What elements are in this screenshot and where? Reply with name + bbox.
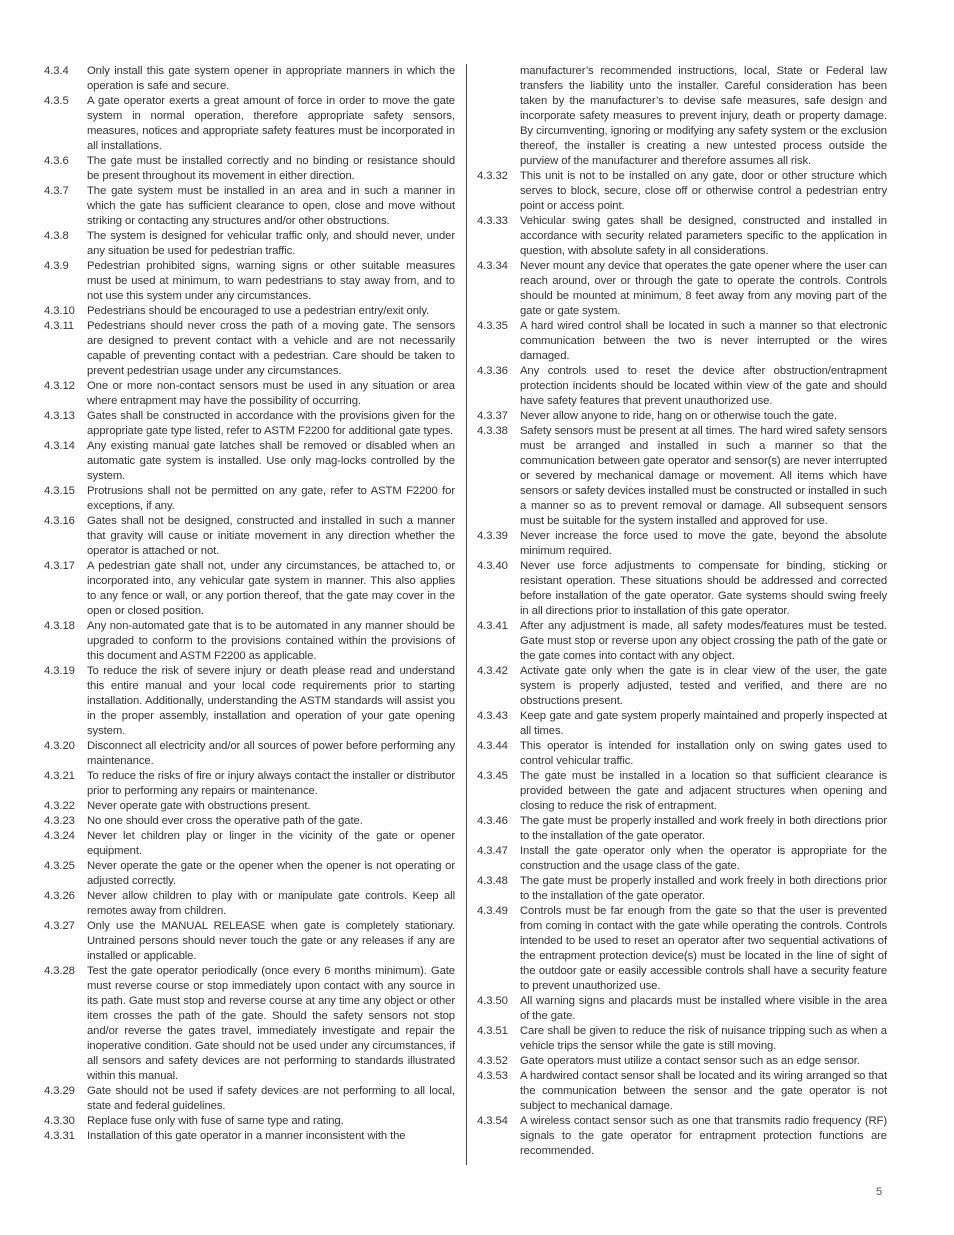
list-item (477, 844, 887, 874)
item-number: 4.3.38 (477, 425, 508, 437)
item-text: Never allow anyone to ride, hang on or otherwise touch the gate. (520, 410, 838, 422)
item-text: No one should ever cross the operative path of the gate. (87, 815, 363, 827)
item-number: 4.3.30 (44, 1115, 75, 1127)
item-text: Installation of this gate operator in a manner inconsistent with the (87, 1130, 406, 1142)
item-text: A gate operator exerts a great amount of force in order to move the gate system in normal operation, therefore appropriate safety sensors, measures, notices and appropriate safety features must be incorporated in all installations. (87, 95, 455, 152)
list-item (44, 964, 455, 1084)
item-number: 4.3.41 (477, 620, 508, 632)
continued-paragraph (477, 64, 887, 169)
item-text: This unit is not to be installed on any gate, door or other structure which serves to block, secure, close off or otherwise control a pedestrian entry point or access point. (520, 170, 887, 212)
list-item (477, 1054, 887, 1069)
item-number: 4.3.17 (44, 560, 75, 572)
item-text: A pedestrian gate shall not, under any circumstances, be attached to, or incorporated into, any vehicular gate system in manner. This also applies to any fence or wall, or any portion thereof, that the gate may cover in the open or closed position. (87, 560, 455, 617)
item-text: Care shall be given to reduce the risk of nuisance tripping such as when a vehicle trips the sensor while the gate is still moving. (520, 1025, 887, 1052)
item-number: 4.3.36 (477, 365, 508, 377)
item-number: 4.3.50 (477, 995, 508, 1007)
item-text: Pedestrians should never cross the path of a moving gate. The sensors are designed to prevent contact with a vehicle and are not necessarily capable of preventing contact with a pedestrian. Care should be taken to prevent pedestrian usage under any circumstances. (87, 320, 455, 377)
item-number: 4.3.12 (44, 380, 75, 392)
item-number: 4.3.25 (44, 860, 75, 872)
item-number: 4.3.13 (44, 410, 75, 422)
list-item (477, 409, 887, 424)
list-item (477, 1114, 887, 1159)
item-number: 4.3.39 (477, 530, 508, 542)
list-item (44, 769, 455, 799)
list-item (44, 184, 455, 229)
list-item (477, 1069, 887, 1114)
item-text: Gate should not be used if safety devices are not performing to all local, state and federal guidelines. (87, 1085, 455, 1112)
list-item (44, 514, 455, 559)
item-number: 4.3.37 (477, 410, 508, 422)
item-number: 4.3.5 (44, 95, 69, 107)
item-text: Never increase the force used to move the gate, beyond the absolute minimum required. (520, 530, 887, 557)
list-item (44, 439, 455, 484)
item-number: 4.3.20 (44, 740, 75, 752)
item-number: 4.3.52 (477, 1055, 508, 1067)
item-number: 4.3.4 (44, 65, 69, 77)
item-text: Vehicular swing gates shall be designed, constructed and installed in accordance with security related parameters specific to the application in question, with absolute safety in all considerations. (520, 215, 887, 257)
item-number: 4.3.33 (477, 215, 508, 227)
item-number: 4.3.34 (477, 260, 508, 272)
item-text: Never use force adjustments to compensate for binding, sticking or resistant operation. These situations should be addressed and corrected before installation of the gate operator. Gate systems should swing freely in all directions prior to installation of this gate operator. (520, 560, 887, 617)
list-item (477, 529, 887, 559)
item-number: 4.3.23 (44, 815, 75, 827)
item-text: Never let children play or linger in the vicinity of the gate or opener equipment. (87, 830, 455, 857)
item-number: 4.3.53 (477, 1070, 508, 1082)
item-text: Safety sensors must be present at all times. The hard wired safety sensors must be arranged and installed in such a manner so that the communication between gate operator and sensor(s) are never interrupted or severed by mechanical damage or movement. All items which have sensors or safety devices installed must be constructed or installed in such a manner so as to prevent removal or damage. All subsequent sensors must be suitable for the system installed and approved for use. (520, 425, 887, 527)
item-text: The gate system must be installed in an area and in such a manner in which the gate has sufficient clearance to open, close and move without striking or contacting any structures and/or other obstructions. (87, 185, 455, 227)
list-item (44, 484, 455, 514)
item-number: 4.3.10 (44, 305, 75, 317)
list-item (477, 259, 887, 319)
item-number: 4.3.44 (477, 740, 508, 752)
list-item (477, 169, 887, 214)
item-text: Pedestrian prohibited signs, warning signs or other suitable measures must be used at minimum, to warn pedestrians to stay away from, and to not use this system under any circumstances. (87, 260, 455, 302)
list-item (44, 409, 455, 439)
item-number: 4.3.27 (44, 920, 75, 932)
list-item (477, 994, 887, 1024)
item-number: 4.3.19 (44, 665, 75, 677)
item-text: Controls must be far enough from the gate so that the user is prevented from coming in contact with the gate while operating the controls. Controls intended to be used to reset an operator after two sequential activations of the entrapment protection device(s) must be located in the line of sight of the outdoor gate or easily accessible controls shall have a security feature to prevent unauthorized use. (520, 905, 887, 992)
item-text: After any adjustment is made, all safety modes/features must be tested. Gate must stop or reverse upon any object crossing the path of the gate or the gate comes into contact with any object. (520, 620, 887, 662)
item-number: 4.3.14 (44, 440, 75, 452)
item-text: Never operate the gate or the opener when the opener is not operating or adjusted correctly. (87, 860, 455, 887)
list-item (477, 874, 887, 904)
list-item (477, 319, 887, 364)
list-item (477, 709, 887, 739)
list-item (477, 904, 887, 994)
list-item (477, 664, 887, 709)
list-item (477, 739, 887, 769)
list-item (44, 889, 455, 919)
item-text: To reduce the risk of severe injury or death please read and understand this entire manual and your local code requirements prior to starting installation. Additionally, understanding the ASTM standards will assist you in the proper assembly, installation and operation of your gate opening system. (87, 665, 455, 737)
list-item (44, 814, 455, 829)
item-text: Disconnect all electricity and/or all sources of power before performing any maintenance. (87, 740, 455, 767)
list-item (44, 1129, 455, 1144)
item-number: 4.3.47 (477, 845, 508, 857)
item-number: 4.3.42 (477, 665, 508, 677)
list-item (44, 319, 455, 379)
item-text: Never mount any device that operates the gate opener where the user can reach around, over or through the gate to operate the controls. Controls should be mounted at minimum, 8 feet away from any moving part of the gate or gate system. (520, 260, 887, 317)
continued-text: manufacturer’s recommended instructions, local, State or Federal law transfers the liability unto the installer. Careful consideration has been taken by the manufacturer’s to devise safe measures, safe design and incorporate safety measures to prevent injury, death or property damage. By circumventing, ignoring or modifying any safety system or the exclusion thereof, the installer is creating a new untested process outside the purview of the manufacturer and therefore assumes all risk. (520, 65, 887, 167)
item-number: 4.3.22 (44, 800, 75, 812)
list-item (477, 619, 887, 664)
item-text: To reduce the risks of fire or injury always contact the installer or distributor prior to performing any repairs or maintenance. (87, 770, 455, 797)
item-text: Only use the MANUAL RELEASE when gate is completely stationary. Untrained persons should never touch the gate or any releases if any are installed or applicable. (87, 920, 455, 962)
list-item (44, 379, 455, 409)
item-number: 4.3.45 (477, 770, 508, 782)
list-item (44, 259, 455, 304)
item-text: Gate operators must utilize a contact sensor such as an edge sensor. (520, 1055, 860, 1067)
item-text: A wireless contact sensor such as one that transmits radio frequency (RF) signals to the gate operator for entrapment protection functions are recommended. (520, 1115, 887, 1157)
item-number: 4.3.48 (477, 875, 508, 887)
item-number: 4.3.31 (44, 1130, 75, 1142)
item-text: Test the gate operator periodically (once every 6 months minimum). Gate must reverse course or stop immediately upon contact with any source in its path. Gate must stop and reverse course at any time any object or other item crosses the path of the gate. Should the safety sensors not stop and/or reverse the gates travel, immediately investigate and repair the inoperative condition. Gate should not be used under any circumstances, if all sensors and safety devices are not performing to standards illustrated within this manual. (87, 965, 455, 1082)
right-column (477, 64, 887, 1159)
item-number: 4.3.24 (44, 830, 75, 842)
item-text: All warning signs and placards must be installed where visible in the area of the gate. (520, 995, 887, 1022)
item-number: 4.3.7 (44, 185, 69, 197)
list-item (477, 214, 887, 259)
item-number: 4.3.6 (44, 155, 69, 167)
list-item (477, 814, 887, 844)
item-text: Replace fuse only with fuse of same type and rating. (87, 1115, 344, 1127)
item-text: Any existing manual gate latches shall be removed or disabled when an automatic gate system is installed. Use only mag-locks controlled by the system. (87, 440, 455, 482)
item-text: Gates shall be constructed in accordance with the provisions given for the appropriate gate type listed, refer to ASTM F2200 for additional gate types. (87, 410, 455, 437)
list-item (44, 619, 455, 664)
item-number: 4.3.46 (477, 815, 508, 827)
list-item (44, 799, 455, 814)
column-divider (466, 64, 467, 1165)
item-text: A hardwired contact sensor shall be located and its wiring arranged so that the communication between the sensor and the gate operator is not subject to mechanical damage. (520, 1070, 887, 1112)
list-item (44, 664, 455, 739)
item-number: 4.3.43 (477, 710, 508, 722)
item-number: 4.3.40 (477, 560, 508, 572)
item-text: Never operate gate with obstructions present. (87, 800, 311, 812)
item-number: 4.3.54 (477, 1115, 508, 1127)
list-item (477, 559, 887, 619)
item-number: 4.3.29 (44, 1085, 75, 1097)
item-number: 4.3.32 (477, 170, 508, 182)
item-number: 4.3.15 (44, 485, 75, 497)
item-number: 4.3.49 (477, 905, 508, 917)
item-text: The system is designed for vehicular traffic only, and should never, under any situation be used for pedestrian traffic. (87, 230, 455, 257)
list-item (44, 154, 455, 184)
item-text: Never allow children to play with or manipulate gate controls. Keep all remotes away from children. (87, 890, 455, 917)
list-item (44, 739, 455, 769)
item-number: 4.3.26 (44, 890, 75, 902)
list-item (44, 859, 455, 889)
item-number: 4.3.21 (44, 770, 75, 782)
list-item (44, 559, 455, 619)
item-text: The gate must be installed correctly and no binding or resistance should be present throughout its movement in either direction. (87, 155, 455, 182)
item-number: 4.3.18 (44, 620, 75, 632)
item-text: Only install this gate system opener in appropriate manners in which the operation is safe and secure. (87, 65, 455, 92)
left-column (44, 64, 455, 1144)
item-number: 4.3.16 (44, 515, 75, 527)
item-text: Activate gate only when the gate is in clear view of the user, the gate system is properly adjusted, tested and verified, and there are no obstructions present. (520, 665, 887, 707)
list-item (44, 1114, 455, 1129)
list-item (477, 769, 887, 814)
list-item (44, 229, 455, 259)
item-text: One or more non-contact sensors must be used in any situation or area where entrapment may have the possibility of occurring. (87, 380, 455, 407)
page-number: 5 (876, 1186, 883, 1198)
item-number: 4.3.28 (44, 965, 75, 977)
list-item (44, 1084, 455, 1114)
item-text: Any non-automated gate that is to be automated in any manner should be upgraded to conform to the provisions contained within the provisions of this document and ASTM F2200 as applicable. (87, 620, 455, 662)
list-item (477, 424, 887, 529)
item-number: 4.3.9 (44, 260, 69, 272)
list-item (44, 94, 455, 154)
item-text: The gate must be properly installed and work freely in both directions prior to the installation of the gate operator. (520, 875, 887, 902)
item-text: Any controls used to reset the device after obstruction/entrapment protection incidents should be located within view of the gate and should have safety features that prevent unauthorized use. (520, 365, 887, 407)
item-text: A hard wired control shall be located in such a manner so that electronic communication between the two is never interrupted or the wires damaged. (520, 320, 887, 362)
item-text: This operator is intended for installation only on swing gates used to control vehicular traffic. (520, 740, 887, 767)
item-number: 4.3.11 (44, 320, 74, 332)
list-item (477, 1024, 887, 1054)
list-item (44, 829, 455, 859)
item-number: 4.3.35 (477, 320, 508, 332)
item-text: The gate must be installed in a location so that sufficient clearance is provided between the gate and adjacent structures when opening and closing to reduce the risk of entrapment. (520, 770, 887, 812)
item-text: Pedestrians should be encouraged to use a pedestrian entry/exit only. (87, 305, 430, 317)
item-number: 4.3.51 (477, 1025, 508, 1037)
item-text: Gates shall not be designed, constructed and installed in such a manner that gravity will cause or initiate movement in any direction whether the operator is attached or not. (87, 515, 455, 557)
item-text: Keep gate and gate system properly maintained and properly inspected at all times. (520, 710, 887, 737)
list-item (477, 364, 887, 409)
list-item (44, 919, 455, 964)
item-text: Install the gate operator only when the operator is appropriate for the construction and the usage class of the gate. (520, 845, 887, 872)
list-item (44, 304, 455, 319)
item-number: 4.3.8 (44, 230, 69, 242)
item-text: The gate must be properly installed and work freely in both directions prior to the installation of the gate operator. (520, 815, 887, 842)
list-item (44, 64, 455, 94)
item-text: Protrusions shall not be permitted on any gate, refer to ASTM F2200 for exceptions, if any. (87, 485, 455, 512)
